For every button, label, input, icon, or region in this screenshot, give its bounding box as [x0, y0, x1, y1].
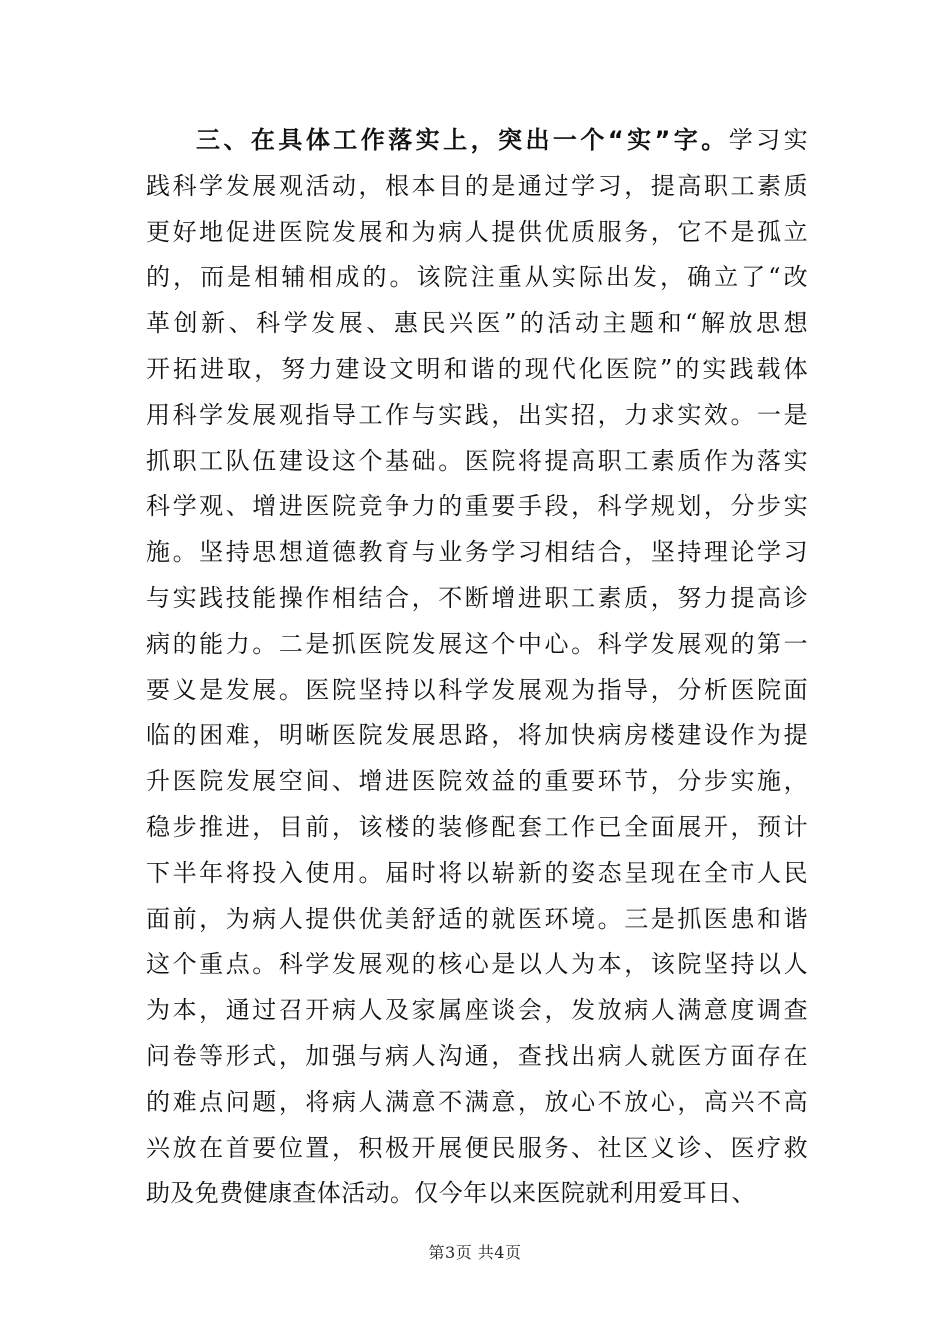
- text-line-14: 临的困难，明晰医院发展思路，将加快病房楼建设作为提: [146, 721, 808, 750]
- text-line-15: 升医院发展空间、增进医院效益的重要环节，分步实施，: [146, 767, 808, 796]
- text-line-5: 革创新、科学发展、惠民兴医”的活动主题和“解放思想: [146, 309, 808, 338]
- text-line-12: 病的能力。二是抓医院发展这个中心。科学发展观的第一: [146, 629, 808, 658]
- text-line-16: 稳步推进，目前，该楼的装修配套工作已全面展开，预计: [146, 812, 808, 841]
- text-line-2: 践科学发展观活动，根本目的是通过学习，提高职工素质: [146, 171, 808, 200]
- section-heading: 三、在具体工作落实上，突出一个“实”字。: [196, 126, 729, 154]
- text-line-6: 开拓进取，努力建设文明和谐的现代化医院”的实践载体: [146, 354, 808, 383]
- text-line-3: 更好地促进医院发展和为病人提供优质服务，它不是孤立: [146, 217, 808, 246]
- text-line-20: 为本，通过召开病人及家属座谈会，发放病人满意度调查: [146, 996, 808, 1025]
- text-line-18: 面前，为病人提供优美舒适的就医环境。三是抓医患和谐: [146, 904, 808, 933]
- text-line-8: 抓职工队伍建设这个基础。医院将提高职工素质作为落实: [146, 446, 808, 475]
- text-line-13: 要义是发展。医院坚持以科学发展观为指导，分析医院面: [146, 675, 808, 704]
- text-line-22: 的难点问题，将病人满意不满意，放心不放心，高兴不高: [146, 1087, 808, 1116]
- text-line-7: 用科学发展观指导工作与实践，出实招，力求实效。一是: [146, 400, 808, 429]
- text-line-9: 科学观、增进医院竞争力的重要手段，科学规划，分步实: [146, 492, 808, 521]
- text-line-11: 与实践技能操作相结合，不断增进职工素质，努力提高诊: [146, 583, 808, 612]
- text-line-4: 的，而是相辅相成的。该院注重从实际出发，确立了“改: [146, 263, 808, 292]
- text-line-17: 下半年将投入使用。届时将以崭新的姿态呈现在全市人民: [146, 858, 808, 887]
- text-line-1: [146, 118, 808, 164]
- body-text: [146, 118, 808, 1217]
- text-line-21: 问卷等形式，加强与病人沟通，查找出病人就医方面存在: [146, 1041, 808, 1070]
- line-text: 学习实: [728, 126, 808, 154]
- text-line-24: 助及免费健康查体活动。仅今年以来医院就利用爱耳日、: [146, 1179, 756, 1208]
- text-line-10: 施。坚持思想道德教育与业务学习相结合，坚持理论学习: [146, 538, 808, 567]
- text-line-23: 兴放在首要位置，积极开展便民服务、社区义诊、医疗救: [146, 1133, 808, 1162]
- text-line-19: 这个重点。科学发展观的核心是以人为本，该院坚持以人: [146, 950, 808, 979]
- page-number-footer: 第3页 共4页: [428, 1243, 522, 1262]
